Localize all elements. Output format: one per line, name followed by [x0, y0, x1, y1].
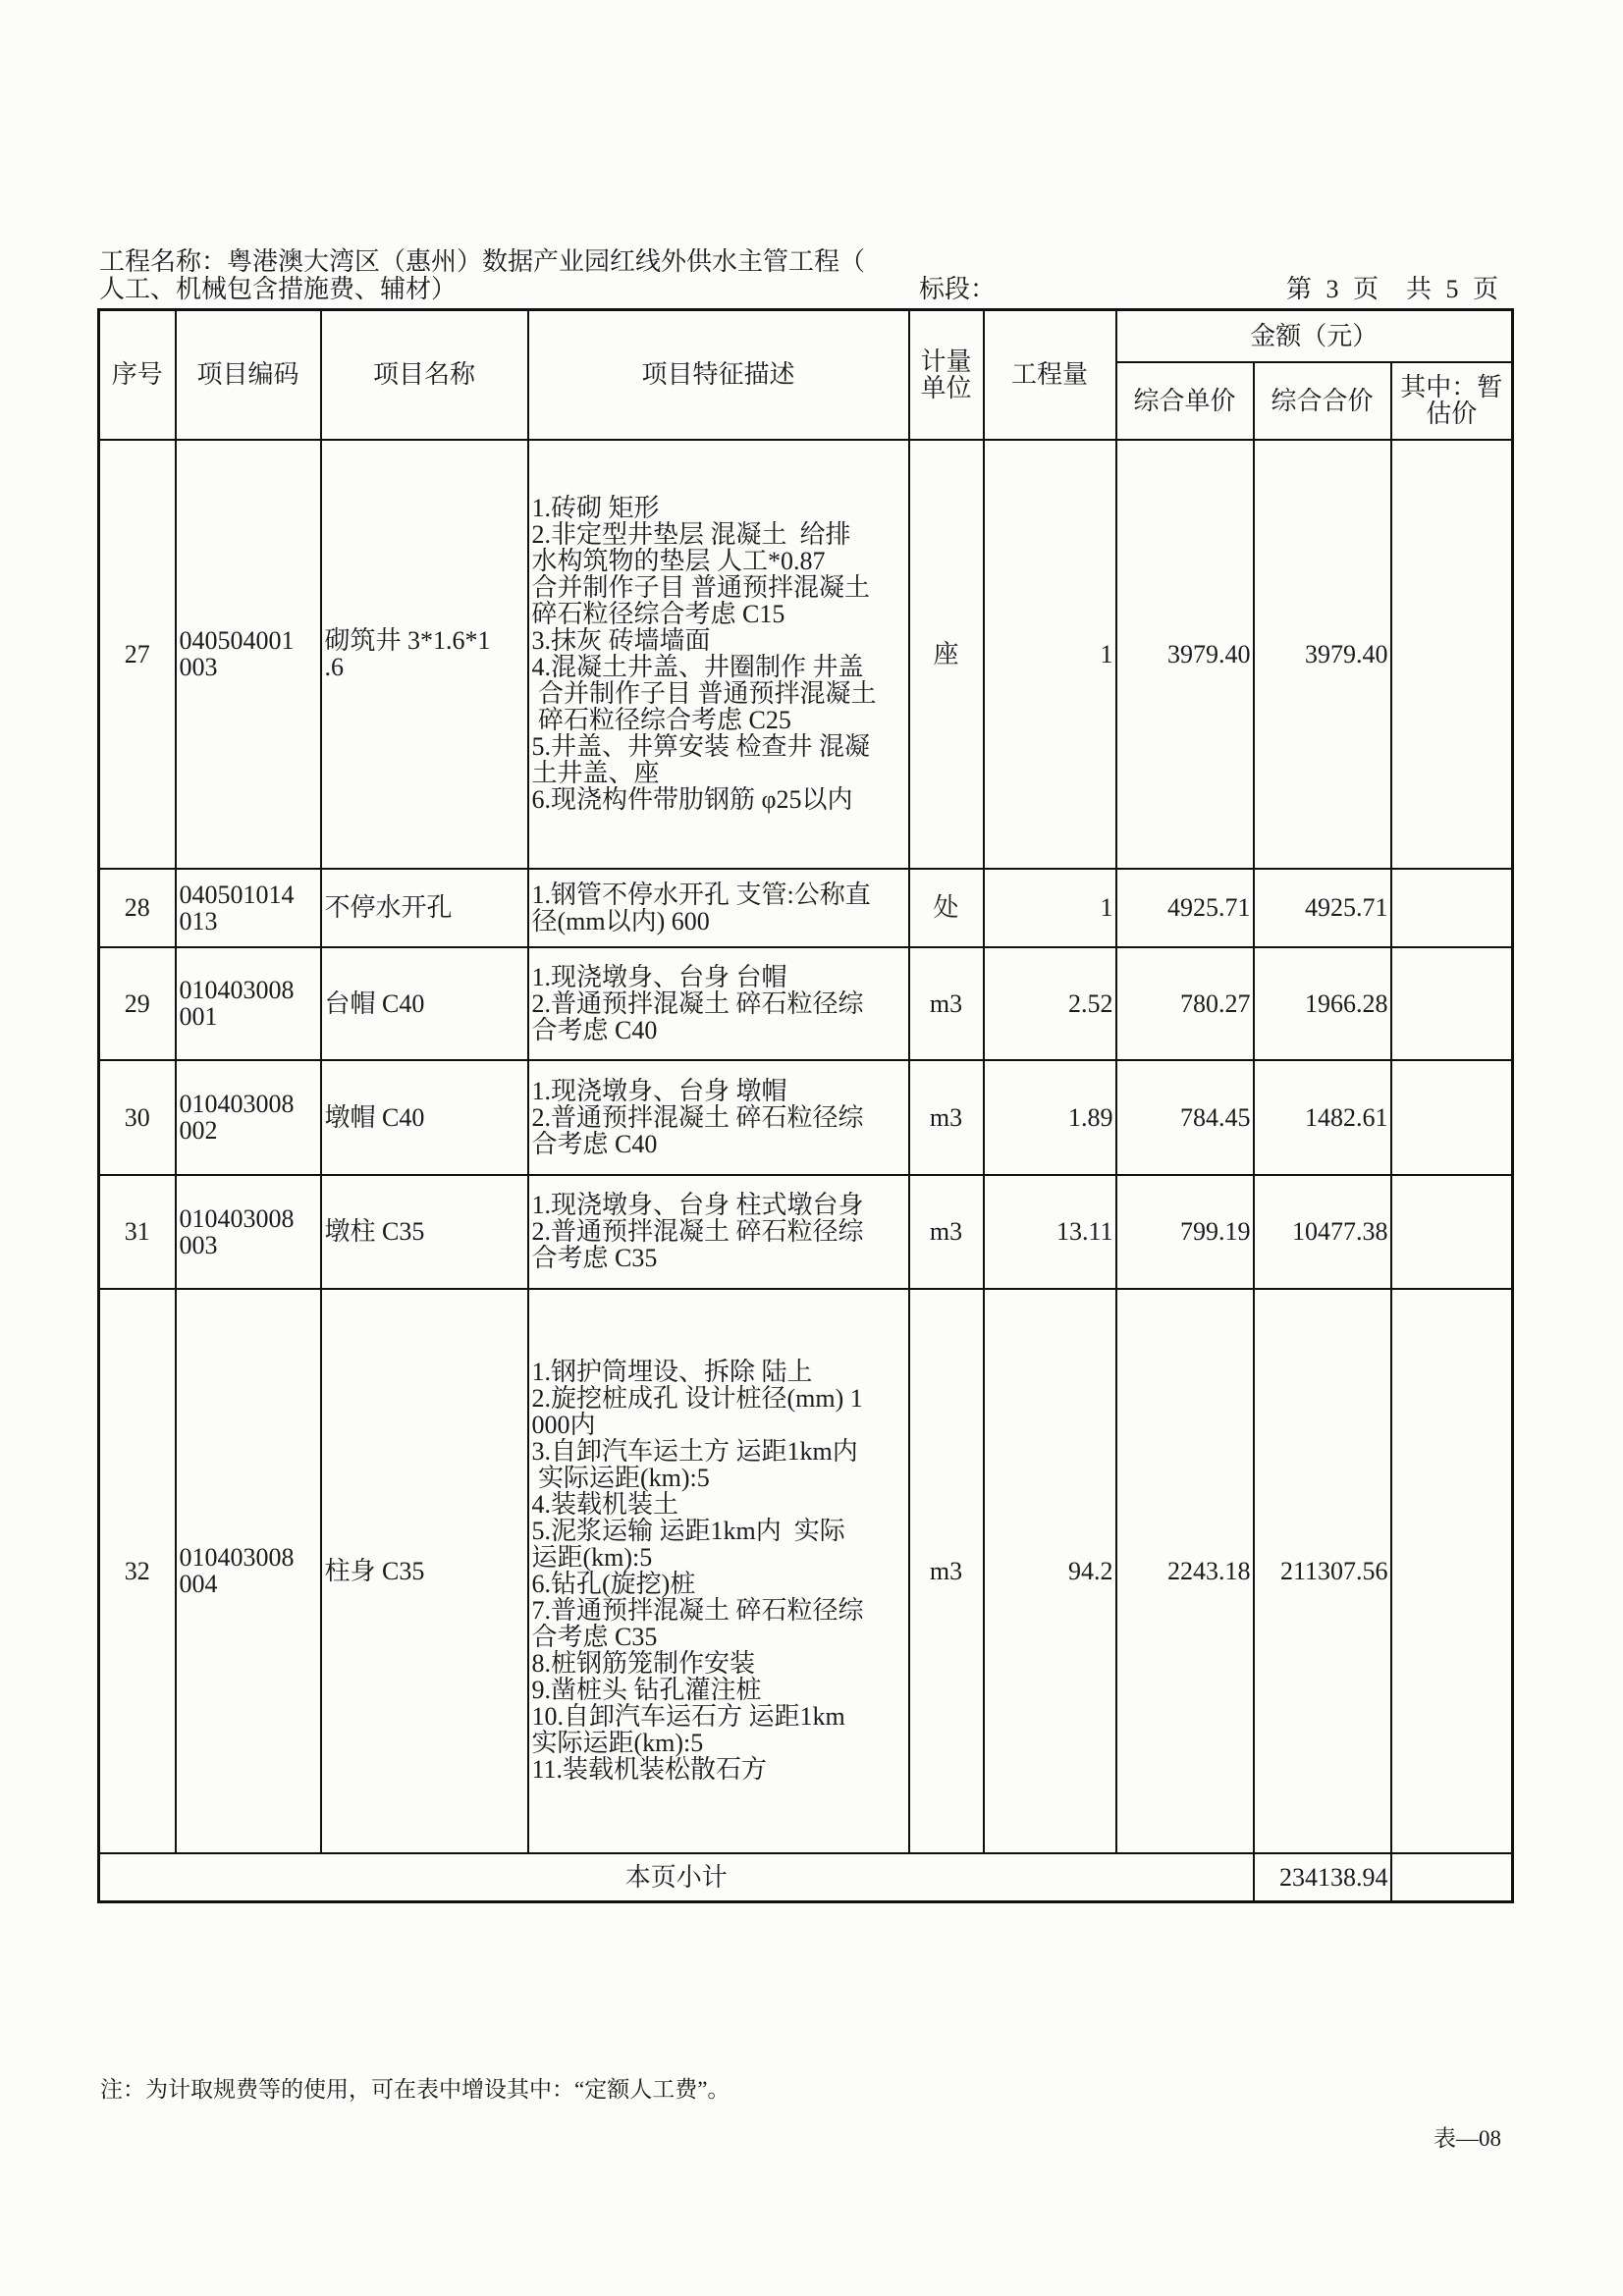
item-name: 砌筑井 3*1.6*1 .6: [321, 440, 528, 869]
col-amount-group: 金额（元）: [1116, 310, 1513, 362]
item-code: 010403008 004: [176, 1289, 321, 1853]
subtotal-row: [99, 1853, 1513, 1902]
form-number: 表—08: [1434, 2126, 1501, 2151]
item-description: 1.钢护筒埋设、拆除 陆上 2.旋挖桩成孔 设计桩径(mm) 1 000内 3.自卸汽车运土方 运距1km内 实际运距(km):5 4.装载机装土 5.泥浆运输 运距1km内 实际 运距(km):5 6.钻孔(旋挖)桩 7.普通预拌混凝土 碎石粒径综 合考虑 C35 8.桩钢筋笼制作安装 9.凿桩头 钻孔灌注桩 10.自卸汽车运石方 运距1km 实际运距(km):5 11.装载机装松散石方: [528, 1289, 909, 1853]
item-description: 1.钢管不停水开孔 支管:公称直 径(mm以内) 600: [528, 869, 909, 947]
item-seq: 31: [99, 1175, 176, 1289]
col-code: 项目编码: [176, 310, 321, 440]
col-unit-price: 综合单价: [1116, 362, 1254, 440]
item-description: 1.现浇墩身、台身 墩帽 2.普通预拌混凝土 碎石粒径综 合考虑 C40: [528, 1060, 909, 1175]
item-unit-price: 799.19: [1116, 1175, 1254, 1289]
footnote: 注：为计取规费等的使用，可在表中增设其中：“定额人工费”。: [100, 2077, 730, 2102]
col-seq: 序号: [99, 310, 176, 440]
col-estimate: 其中：暂 估价: [1391, 362, 1513, 440]
section-label: 标段：: [919, 275, 997, 303]
item-quantity: 13.11: [984, 1175, 1116, 1289]
item-total-price: 1482.61: [1254, 1060, 1391, 1175]
item-name: 墩帽 C40: [321, 1060, 528, 1175]
subtotal-value: 234138.94: [1254, 1853, 1391, 1902]
item-estimate: [1391, 1175, 1513, 1289]
item-code: 040501014 013: [176, 869, 321, 947]
item-estimate: [1391, 1060, 1513, 1175]
col-total-price: 综合合价: [1254, 362, 1391, 440]
item-quantity: 1.89: [984, 1060, 1116, 1175]
project-name-line-1: 工程名称：粤港澳大湾区（惠州）数据产业园红线外供水主管工程（: [99, 247, 866, 276]
page-number: 第 3 页: [1286, 275, 1380, 303]
item-unit-price: 3979.40: [1116, 440, 1254, 869]
item-estimate: [1391, 869, 1513, 947]
item-quantity: 1: [984, 869, 1116, 947]
item-unit-price: 780.27: [1116, 947, 1254, 1060]
item-estimate: [1391, 440, 1513, 869]
item-name: 柱身 C35: [321, 1289, 528, 1853]
item-total-price: 211307.56: [1254, 1289, 1391, 1853]
item-name: 台帽 C40: [321, 947, 528, 1060]
table-row: [99, 1175, 1513, 1289]
subtotal-label: 本页小计: [99, 1853, 1254, 1902]
item-unit-price: 784.45: [1116, 1060, 1254, 1175]
col-unit: 计量 单位: [909, 310, 984, 440]
table-row: [99, 440, 1513, 869]
item-seq: 30: [99, 1060, 176, 1175]
item-description: 1.现浇墩身、台身 柱式墩台身 2.普通预拌混凝土 碎石粒径综 合考虑 C35: [528, 1175, 909, 1289]
item-total-price: 3979.40: [1254, 440, 1391, 869]
item-code: 040504001 003: [176, 440, 321, 869]
col-quantity: 工程量: [984, 310, 1116, 440]
project-name-line-2: 人工、机械包含措施费、辅材）: [99, 275, 458, 303]
item-name: 墩柱 C35: [321, 1175, 528, 1289]
bill-of-quantities-table: [97, 308, 1514, 1903]
item-unit: m3: [909, 947, 984, 1060]
item-unit-price: 4925.71: [1116, 869, 1254, 947]
item-code: 010403008 003: [176, 1175, 321, 1289]
item-seq: 32: [99, 1289, 176, 1853]
table-row: [99, 869, 1513, 947]
item-code: 010403008 002: [176, 1060, 321, 1175]
table-row: [99, 1289, 1513, 1853]
item-quantity: 2.52: [984, 947, 1116, 1060]
table-header-row: [99, 310, 1513, 362]
table-row: [99, 1060, 1513, 1175]
item-unit: 座: [909, 440, 984, 869]
item-code: 010403008 001: [176, 947, 321, 1060]
item-quantity: 1: [984, 440, 1116, 869]
item-total-price: 10477.38: [1254, 1175, 1391, 1289]
item-total-price: 4925.71: [1254, 869, 1391, 947]
item-estimate: [1391, 1289, 1513, 1853]
item-name: 不停水开孔: [321, 869, 528, 947]
item-unit: m3: [909, 1175, 984, 1289]
item-description: 1.砖砌 矩形 2.非定型井垫层 混凝土 给排 水构筑物的垫层 人工*0.87 合并制作子目 普通预拌混凝土 碎石粒径综合考虑 C15 3.抹灰 砖墙墙面 4.混凝土井盖、井圈制作 井盖 合并制作子目 普通预拌混凝土 碎石粒径综合考虑 C25 5.井盖、井箅安装 检查井 混凝 土井盖、座 6.现浇构件带肋钢筋 φ25以内: [528, 440, 909, 869]
item-unit-price: 2243.18: [1116, 1289, 1254, 1853]
item-unit: 处: [909, 869, 984, 947]
table-row: [99, 947, 1513, 1060]
subtotal-estimate: [1391, 1853, 1513, 1902]
col-name: 项目名称: [321, 310, 528, 440]
item-unit: m3: [909, 1060, 984, 1175]
item-description: 1.现浇墩身、台身 台帽 2.普通预拌混凝土 碎石粒径综 合考虑 C40: [528, 947, 909, 1060]
item-seq: 29: [99, 947, 176, 1060]
item-seq: 28: [99, 869, 176, 947]
item-total-price: 1966.28: [1254, 947, 1391, 1060]
item-estimate: [1391, 947, 1513, 1060]
item-seq: 27: [99, 440, 176, 869]
page-total: 共 5 页: [1406, 275, 1499, 303]
col-description: 项目特征描述: [528, 310, 909, 440]
item-quantity: 94.2: [984, 1289, 1116, 1853]
item-unit: m3: [909, 1289, 984, 1853]
